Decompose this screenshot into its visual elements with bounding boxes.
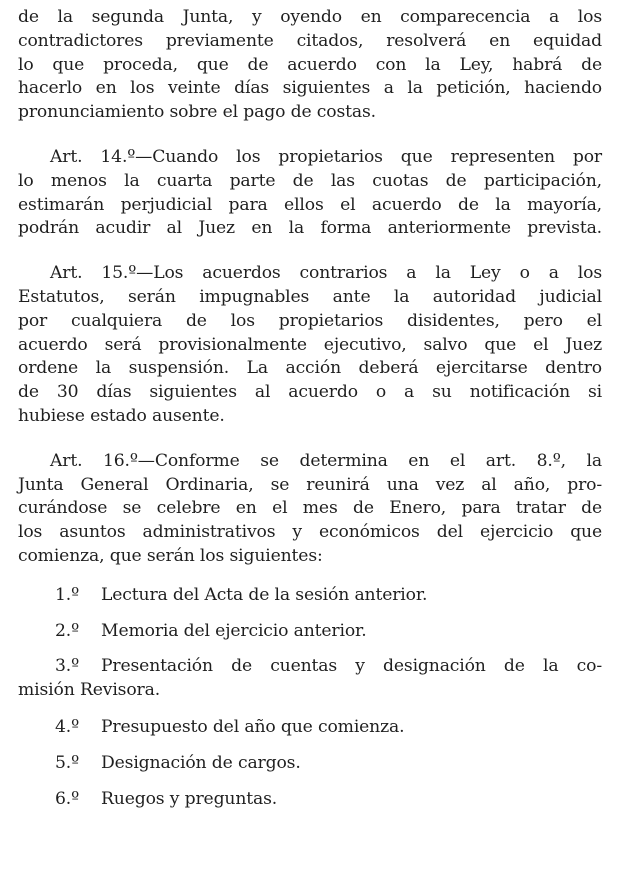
agenda-list — [18, 577, 602, 817]
text-line — [55, 655, 602, 679]
text-line: estimarán perjudicial para ellos el acuerdo de la mayoría, — [18, 194, 602, 215]
list-gap — [18, 569, 602, 577]
text-line: pronunciamiento sobre el pago de costas. — [18, 102, 376, 123]
agenda-item — [18, 613, 602, 649]
item-text: Lectura del Acta de la sesión anterior. — [101, 584, 428, 605]
agenda-item — [18, 781, 602, 817]
agenda-item — [18, 745, 602, 781]
item-number: 6.º — [55, 788, 80, 809]
article-14 — [18, 146, 602, 241]
text-line: Junta General Ordinaria, se reunirá una vez al año, pro- — [18, 474, 602, 495]
item-number: 4.º — [55, 716, 80, 737]
intro-paragraph — [18, 6, 602, 125]
text-line: de 30 días siguientes al acuerdo o a su notificación si — [18, 382, 602, 403]
item-number: 2.º — [55, 620, 80, 641]
agenda-item-continuation: misión Revisora. — [18, 679, 161, 700]
item-text: Designación de cargos. — [101, 752, 301, 773]
text-line: curándose se celebre en el mes de Enero, para tratar de — [18, 498, 602, 519]
article-16 — [18, 450, 602, 569]
document-page — [18, 6, 602, 817]
text-line: Art. 16.º—Conforme se determina en el art. 8.º, la — [50, 450, 602, 471]
article-15 — [18, 262, 602, 429]
paragraph-gap — [18, 241, 602, 262]
text-line: ordene la suspensión. La acción deberá ejercitarse dentro — [18, 358, 602, 379]
text-line: comienza, que serán los siguientes: — [18, 545, 323, 566]
text-line: Art. 15.º—Los acuerdos contrarios a la Ley o a los — [50, 263, 602, 284]
agenda-item — [18, 577, 602, 613]
item-number: 3.º — [55, 655, 80, 676]
item-text: Ruegos y preguntas. — [101, 788, 278, 809]
text-line: Art. 14.º—Cuando los propietarios que representen por — [50, 146, 602, 167]
text-line: lo menos la cuarta parte de las cuotas de participación, — [18, 170, 602, 191]
item-number: 1.º — [55, 584, 80, 605]
item-text: Memoria del ejercicio anterior. — [101, 620, 367, 641]
paragraph-gap — [18, 125, 602, 146]
text-line: Estatutos, serán impugnables ante la autoridad judicial — [18, 286, 602, 307]
item-text: Presentación de cuentas y designación de la co- — [101, 655, 602, 676]
text-line: lo que proceda, que de acuerdo con la Ley, habrá de — [18, 54, 602, 75]
text-line: de la segunda Junta, y oyendo en comparecencia a los — [18, 7, 602, 27]
text-line: hacerlo en los veinte días siguientes a la petición, haciendo — [18, 78, 602, 99]
text-line: contradictores previamente citados, resolverá en equidad — [18, 30, 602, 51]
text-line: acuerdo será provisionalmente ejecutivo, salvo que el Juez — [18, 334, 602, 355]
item-number: 5.º — [55, 752, 80, 773]
text-line: los asuntos administrativos y económicos del ejercicio que — [18, 522, 602, 543]
item-text: Presupuesto del año que comienza. — [101, 716, 405, 737]
paragraph-gap — [18, 429, 602, 450]
text-line: hubiese estado ausente. — [18, 405, 225, 426]
agenda-item — [18, 709, 602, 745]
text-line: por cualquiera de los propietarios disidentes, pero el — [18, 310, 602, 331]
text-line: podrán acudir al Juez en la forma anteriormente prevista. — [18, 218, 602, 239]
